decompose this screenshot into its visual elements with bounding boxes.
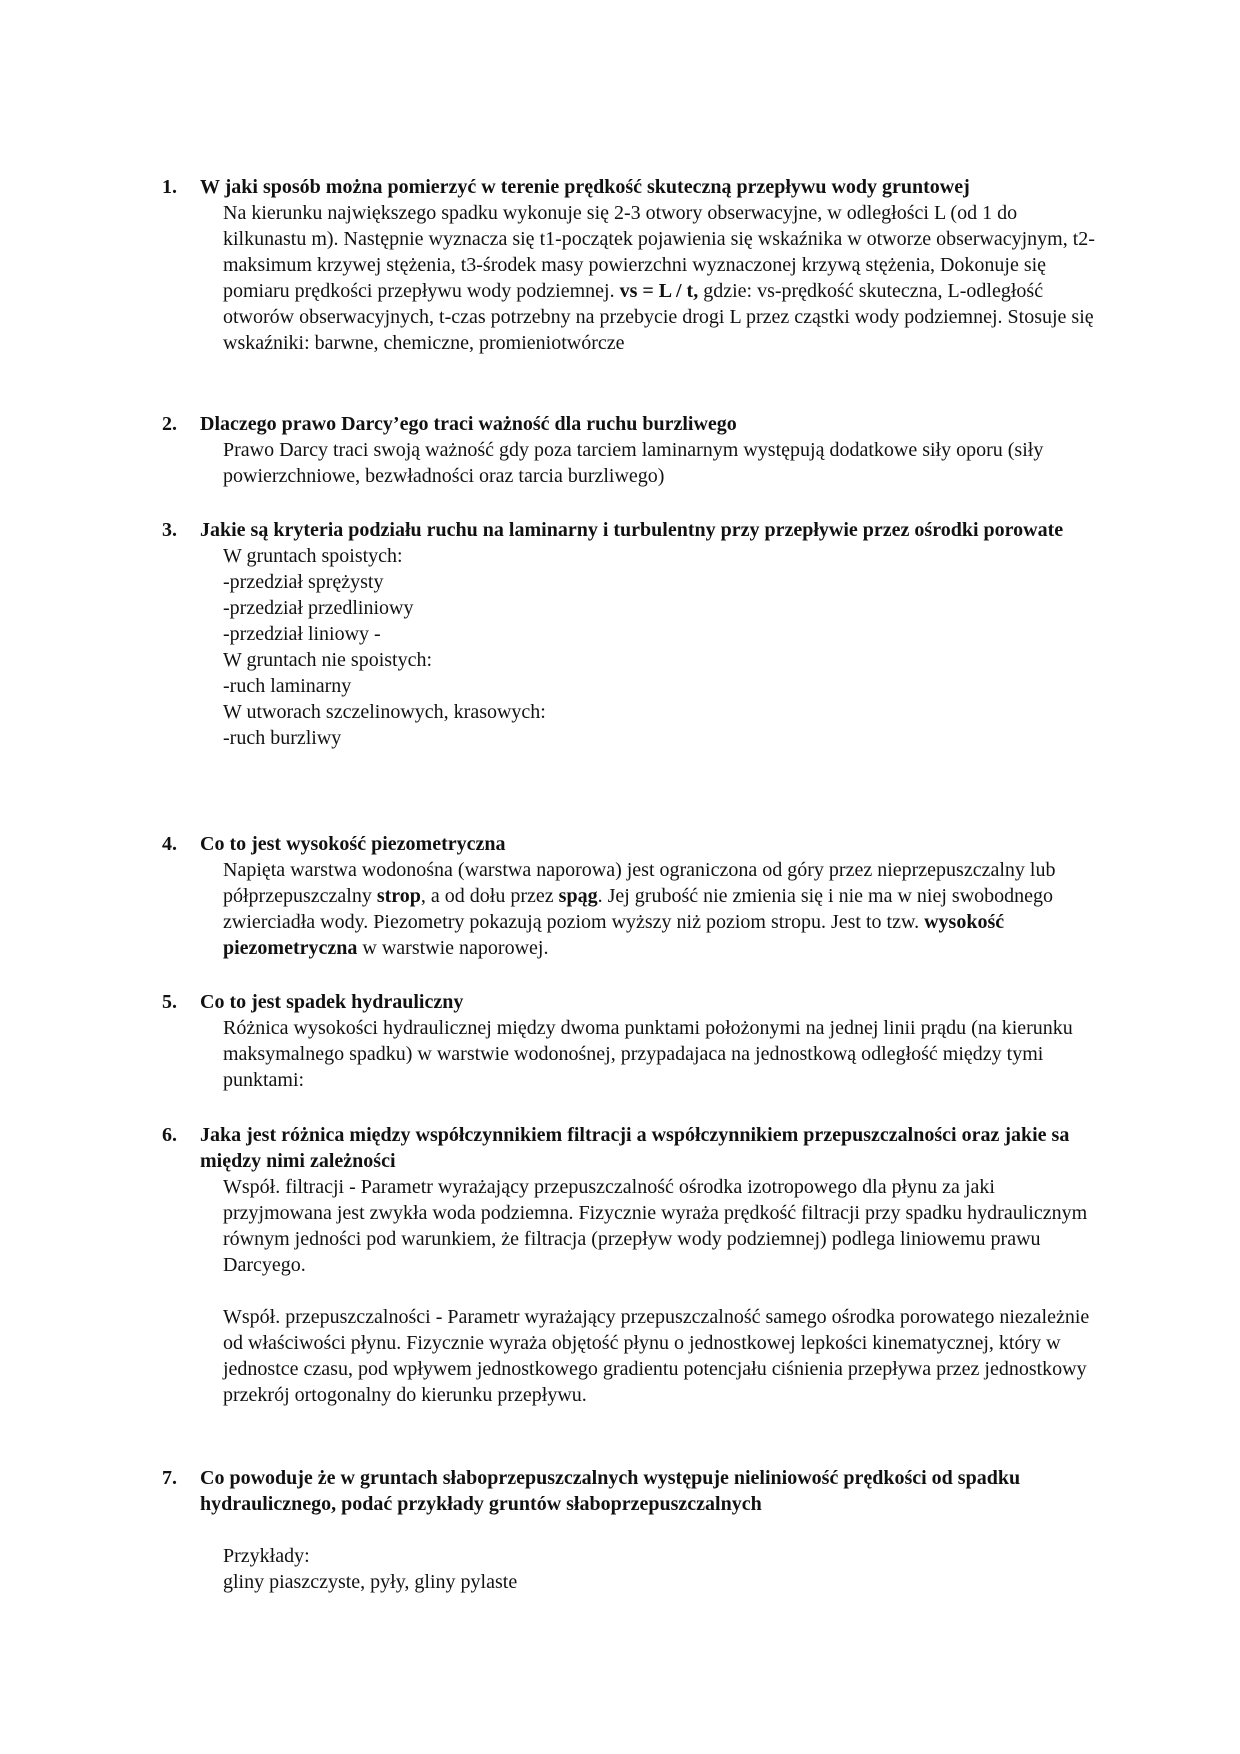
question-7 (0, 1465, 1240, 1595)
answer-line: W gruntach nie spoistych: (223, 649, 433, 671)
answer-line: -przedział sprężysty (223, 571, 384, 593)
answer-paragraph: Współ. przepuszczalności - Parametr wyrażający przepuszczalność samego ośrodka porowatego niezależnie od właściwości płynu. Fizycznie wyraża objętość płynu o jednostkowej lepkości kinematycznej, który w jednostce czasu, pod wpływem jednostkowego gradientu potencjału ciśnienia przepływa przez jednostkowy przekrój ortogonalny do kierunku przepływu. (223, 1306, 1090, 1406)
answer-line: -ruch laminarny (223, 675, 352, 697)
formula-text: vs = L / t, (619, 280, 699, 302)
answer-paragraph (223, 200, 1103, 356)
paragraph-gap (0, 1517, 1240, 1543)
answer-text: w warstwie naporowej. (362, 937, 549, 959)
question-3 (0, 517, 1240, 751)
question-title: Co to jest spadek hydrauliczny (200, 991, 464, 1013)
question-title: Co powoduje że w gruntach słaboprzepuszczalnych występuje nieliniowość prędkości od spadku hydraulicznego, podać przykłady gruntów słaboprzepuszczalnych (200, 1467, 1021, 1515)
question-heading (0, 831, 1240, 857)
question-heading (0, 517, 1240, 543)
question-2 (0, 411, 1240, 489)
answer-text: , a od dołu przez (420, 885, 554, 907)
question-number: 1. (162, 176, 177, 198)
answer-line: W gruntach spoistych: (223, 545, 403, 567)
question-number: 5. (162, 991, 177, 1013)
question-heading (0, 989, 1240, 1015)
term-wysokosc-piezometryczna: wysokość piezometryczna (223, 911, 1005, 959)
question-number: 2. (162, 413, 177, 435)
question-number: 4. (162, 833, 177, 855)
question-title: Co to jest wysokość piezometryczna (200, 833, 506, 855)
answer-paragraph: Prawo Darcy traci swoją ważność gdy poza tarciem laminarnym występują dodatkowe siły oporu (siły powierzchniowe, bezwładności oraz tarcia burzliwego) (223, 439, 1044, 487)
answer-lines (223, 543, 1103, 751)
question-heading (0, 1122, 1240, 1174)
question-4 (0, 831, 1240, 961)
answer-text: Napięta warstwa wodonośna (warstwa naporowa) jest ograniczona od góry przez nieprzepuszczalny lub półprzepuszczalny (223, 859, 1056, 907)
answer-line: -przedział przedliniowy (223, 597, 414, 619)
answer-paragraph (223, 857, 1103, 961)
question-number: 6. (162, 1124, 177, 1146)
question-heading (0, 411, 1240, 437)
question-title: Dlaczego prawo Darcy’ego traci ważność dla ruchu burzliwego (200, 413, 737, 435)
answer-line: -ruch burzliwy (223, 727, 342, 749)
question-6 (0, 1122, 1240, 1408)
question-number: 7. (162, 1467, 177, 1489)
question-heading (0, 174, 1240, 200)
answer-line: W utworach szczelinowych, krasowych: (223, 701, 546, 723)
question-title: Jaka jest różnica między współczynnikiem filtracji a współczynnikiem przepuszczalności oraz jakie sa między nimi zależności (200, 1124, 1070, 1172)
answer-line: -przedział liniowy - (223, 623, 381, 645)
question-1 (0, 174, 1240, 356)
term-spag: spąg (558, 885, 598, 907)
answer-paragraph: Współ. filtracji - Parametr wyrażający przepuszczalność ośrodka izotropowego dla płynu za jaki przyjmowana jest zwykła woda podziemna. Fizycznie wyraża prędkość filtracji przy spadku hydraulicznym równym jedności pod warunkiem, że filtracja (przepływ wody podziemnej) podlega liniowemu prawu Darcyego. (223, 1176, 1088, 1276)
question-title: W jaki sposób można pomierzyć w terenie prędkość skuteczną przepływu wody gruntowej (200, 176, 970, 198)
paragraph-gap (0, 1278, 1240, 1304)
answer-text: . Jej grubość nie zmienia się i nie ma w niej swobodnego zwierciadła wody. Piezometry pokazują poziom wyższy niż poziom stropu. Jest to tzw. (223, 885, 1054, 933)
question-number: 3. (162, 519, 177, 541)
answer-line: Przykłady: (223, 1545, 310, 1567)
question-title: Jakie są kryteria podziału ruchu na laminarny i turbulentny przy przepływie przez ośrodki porowate (200, 519, 1064, 541)
answer-text: Na kierunku największego spadku wykonuje się 2-3 otwory obserwacyjne, w odległości L (od 1 do kilkunastu m). Następnie wyznacza się t1-początek pojawienia się wskaźnika w otworze obserwacyjnym, t2-maksimum krzywej stężenia, t3-środek masy powierzchni wyznaczonej krzywą stężenia, Dokonuje się pomiaru prędkości przepływu wody podziemnej. (223, 202, 1095, 302)
answer-text: gdzie: vs-prędkość skuteczna, L-odległość otworów obserwacyjnych, t-czas potrzebny na przebycie drogi L przez cząstki wody podziemnej. Stosuje się wskaźniki: barwne, chemiczne, promieniotwórcze (223, 280, 1094, 354)
question-heading (0, 1465, 1240, 1517)
question-5 (0, 989, 1240, 1093)
answer-line: gliny piaszczyste, pyły, gliny pylaste (223, 1571, 518, 1593)
answer-paragraph: Różnica wysokości hydraulicznej między dwoma punktami położonymi na jednej linii prądu (na kierunku maksymalnego spadku) w warstwie wodonośnej, przypadajaca na jednostkową odległość między tymi punktami: (223, 1017, 1073, 1091)
term-strop: strop (376, 885, 421, 907)
